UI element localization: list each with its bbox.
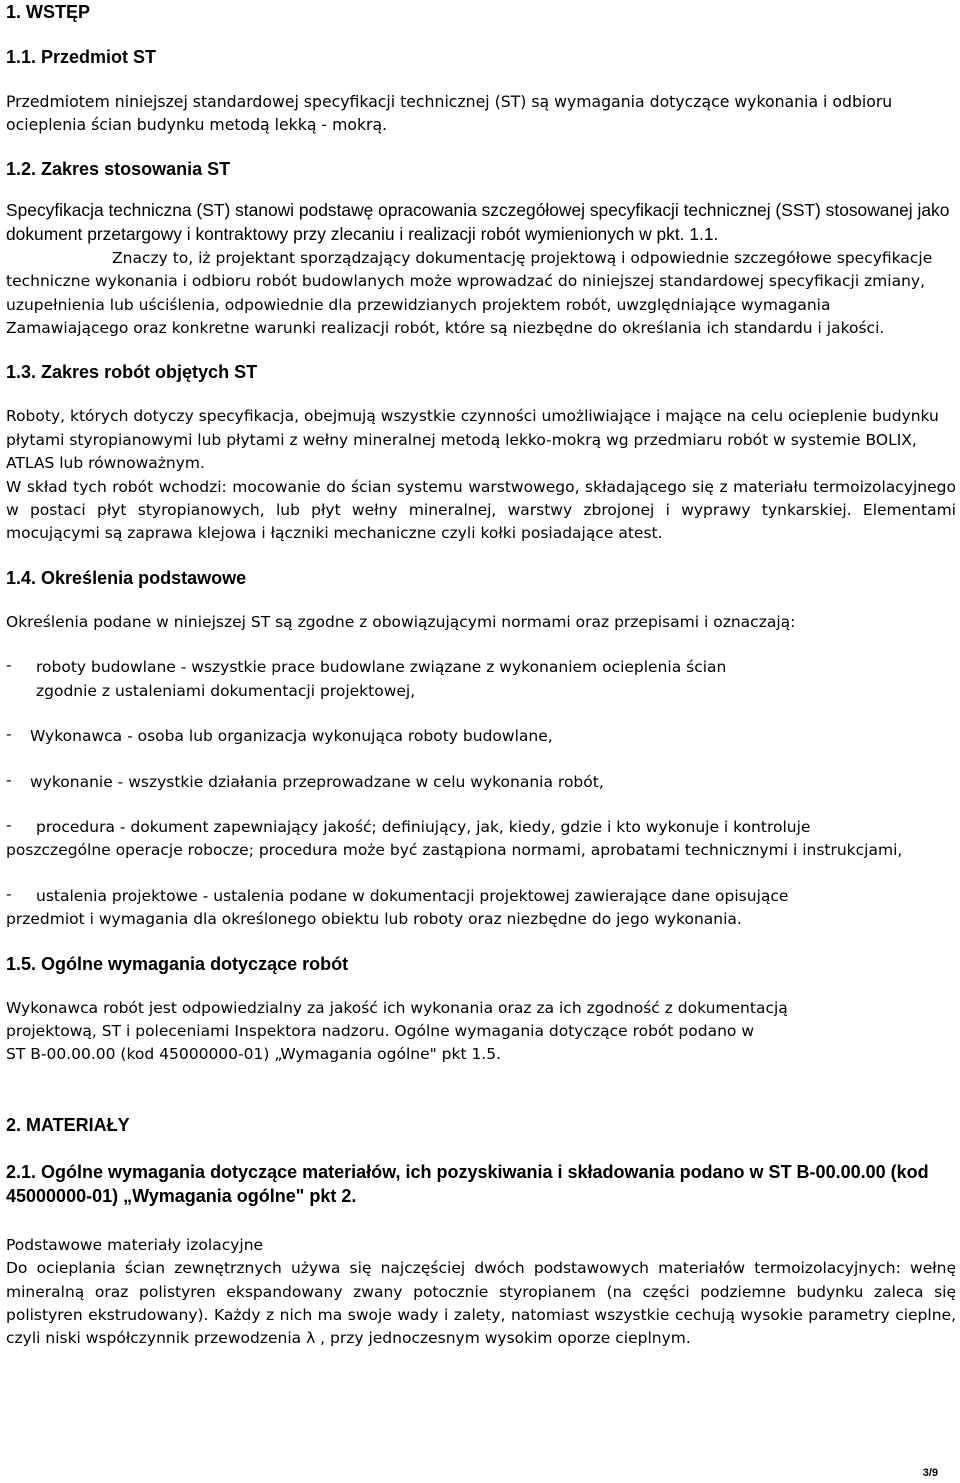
list-dash: -: [6, 770, 12, 789]
materials-text: Do ocieplania ścian zewnętrznych używa się najczęściej dwóch podstawowych materiałów termoizolacyjnych: wełnę mineralną oraz polistyren ekspandowany zwany potocznie styropianem (na części podziemne budynku zaleca się polistyren ekstrudowany). Każdy z nich ma swoje wady i zalety, natomiast wszystkie cechują wysokie parametry cieplne, czyli niski współczynnik przewodzenia λ , przy jednoczesnym wysokim oporze cieplnym.: [6, 1259, 956, 1348]
section-1-3-heading: 1.3. Zakres robót objętych ST: [6, 362, 258, 383]
section-2-heading: 2. MATERIAŁY: [6, 1114, 130, 1135]
section-1-2-text-2: Znaczy to, iż projektant sporządzający dokumentację projektową i odpowiednie szczegółowe specyfikacje techniczne wykonania i odbioru robót budowlanych może wprowadzać do niniejszej standardowej specyfikacji zmiany, uzupełnienia lub uściślenia, odpowiednie dla przewidzianych projektem robót, uwzględniające wymagania Zamawiającego oraz konkretne warunki realizacji robót, które są niezbędne do określania ich standardu i jakości.: [6, 248, 933, 338]
section-1-2-heading: 1.2. Zakres stosowania ST: [6, 158, 231, 179]
list-dash: -: [6, 656, 12, 675]
section-1-5-line-3: ST B-00.00.00 (kod 45000000-01) „Wymagania ogólne" pkt 1.5.: [6, 1045, 502, 1064]
list-dash: -: [6, 725, 12, 744]
definition-item-roboty: [6, 656, 956, 703]
definition-item-ustalenia: [6, 885, 956, 932]
section-2-1-heading: 2.1. Ogólne wymagania dotyczące materiałów, ich pozyskiwania i składowania podano w ST B-00.00.00 (kod 45000000-01) „Wymagania ogólne" pkt 2.: [6, 1161, 929, 1206]
definition-item-procedura: [6, 816, 956, 863]
definition-text-cont: zgodnie z ustaleniami dokumentacji projektowej,: [36, 681, 416, 700]
definition-text: ustalenia projektowe - ustalenia podane w dokumentacji projektowej zawierające dane opisujące: [36, 886, 789, 905]
section-1-3-text-1: Roboty, których dotyczy specyfikacja, obejmują wszystkie czynności umożliwiające i mające na celu ocieplenie budynku płytami styropianowymi lub płytami z wełny mineralnej metodą lekko-mokrą wg przedmiaru robót w systemie BOLIX, ATLAS lub równoważnym.: [6, 407, 939, 473]
list-dash: -: [6, 815, 12, 834]
definition-text-cont: poszczególne operacje robocze; procedura może być zastąpiona normami, aprobatami technicznymi i instrukcjami,: [6, 841, 903, 860]
section-1-5-line-2: projektową, ST i poleceniami Inspektora nadzoru. Ogólne wymagania dotyczące robót podano w: [6, 1021, 755, 1040]
section-1-heading: 1. WSTĘP: [6, 2, 91, 22]
section-1-5-line-1: Wykonawca robót jest odpowiedzialny za jakość ich wykonania oraz za ich zgodność z dokumentacją: [6, 998, 788, 1017]
definition-text: wykonanie - wszystkie działania przeprowadzane w celu wykonania robót,: [30, 772, 604, 791]
materials-subheading: Podstawowe materiały izolacyjne: [6, 1235, 264, 1254]
section-1-1-text: Przedmiotem niniejszej standardowej specyfikacji technicznej (ST) są wymagania dotyczące wykonania i odbioru ocieplenia ścian budynku metodą lekką - mokrą.: [6, 92, 893, 135]
definition-text: Wykonawca - osoba lub organizacja wykonująca roboty budowlane,: [30, 727, 553, 746]
section-1-5-text: [6, 997, 956, 1067]
definition-text: roboty budowlane - wszystkie prace budowlane związane z wykonaniem ocieplenia ścian: [36, 658, 727, 677]
definition-item-wykonanie: [6, 771, 956, 794]
section-1-5-heading: 1.5. Ogólne wymagania dotyczące robót: [6, 953, 349, 974]
definition-text: procedura - dokument zapewniający jakość; definiujący, jak, kiedy, gdzie i kto wykonuje i kontroluje: [36, 817, 811, 836]
section-1-3-text-2: W skład tych robót wchodzi: mocowanie do ścian systemu warstwowego, składającego się z materiału termoizolacyjnego w postaci płyt styropianowych, lub płyt wełny mineralnej, warstwy zbrojonej i wyprawy tynkarskiej. Elementami mocującymi są zaprawa klejowa i łączniki mechaniczne czyli kołki posiadające atest.: [6, 477, 956, 543]
section-1-2-text-1: Specyfikacja techniczna (ST) stanowi podstawę opracowania szczegółowej specyfikacji technicznej (SST) stosowanej jako dokument przetargowy i kontraktowy przy zlecaniu i realizacji robót wymienionych w pkt. 1.1.: [6, 199, 950, 245]
section-1-4-intro: Określenia podane w niniejszej ST są zgodne z obowiązującymi normami oraz przepisami i oznaczają:: [6, 612, 796, 631]
definition-text-cont: przedmiot i wymagania dla określonego obiektu lub roboty oraz niezbędne do jego wykonania.: [6, 910, 742, 929]
section-1-4-heading: 1.4. Określenia podstawowe: [6, 567, 247, 588]
section-1-1-heading: 1.1. Przedmiot ST: [6, 47, 157, 67]
definition-item-wykonawca: [6, 725, 956, 748]
document-page: [6, 0, 956, 1351]
list-dash: -: [6, 884, 12, 903]
page-number: 3/9: [922, 1467, 938, 1479]
